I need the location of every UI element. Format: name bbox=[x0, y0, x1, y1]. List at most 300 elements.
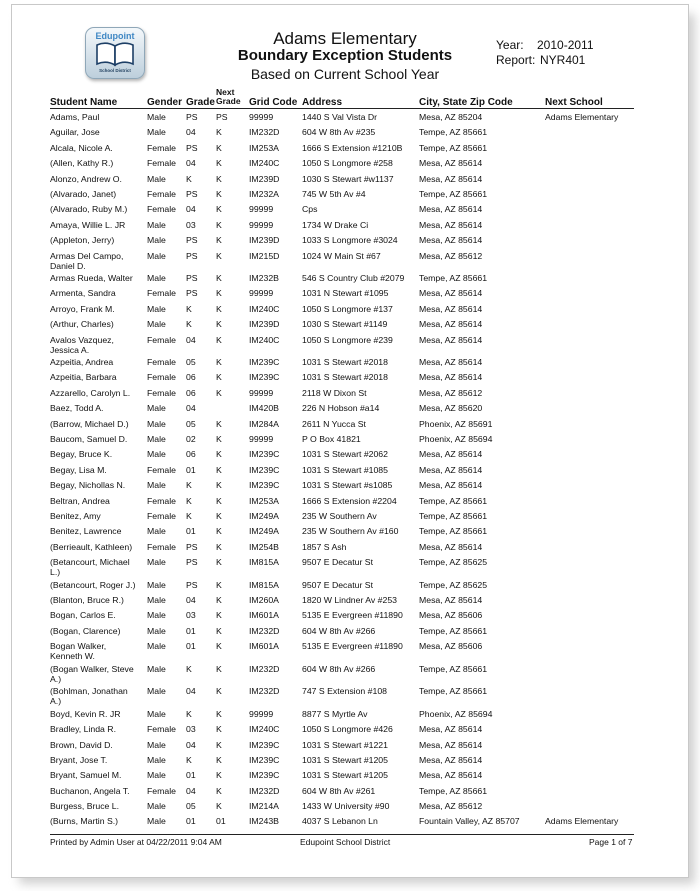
cell-address: 1734 W Drake Ci bbox=[302, 219, 369, 230]
cell-student-name: Begay, Lisa M. bbox=[50, 464, 107, 475]
col-grade: Grade bbox=[186, 97, 215, 108]
cell-grade: 06 bbox=[186, 449, 196, 460]
school-name: Adams Elementary bbox=[273, 29, 417, 48]
col-next-grade-line1: Next bbox=[216, 87, 235, 97]
cell-grid-code: IM215D bbox=[249, 250, 280, 261]
cell-next-grade: K bbox=[216, 724, 222, 735]
cell-city-state-zip: Tempe, AZ 85661 bbox=[419, 495, 488, 506]
cell-gender: Male bbox=[147, 235, 166, 246]
cell-student-name: Azpeitia, Andrea bbox=[50, 357, 114, 368]
cell-gender: Male bbox=[147, 801, 166, 812]
cell-address: 1031 S Stewart #1205 bbox=[302, 754, 388, 765]
cell-next-grade: K bbox=[216, 142, 222, 153]
cell-gender: Female bbox=[147, 357, 176, 368]
cell-grid-code: IM249A bbox=[249, 526, 279, 537]
cell-gender: Female bbox=[147, 204, 176, 215]
cell-student-name: Buchanon, Angela T. bbox=[50, 785, 130, 796]
col-next-grade-line2: Grade bbox=[216, 96, 241, 106]
cell-next-school: Adams Elementary bbox=[545, 112, 619, 122]
cell-city-state-zip: Phoenix, AZ 85694 bbox=[419, 708, 493, 719]
cell-address: P O Box 41821 bbox=[302, 434, 361, 445]
table-row bbox=[12, 418, 688, 433]
cell-grid-code: IM240C bbox=[249, 158, 280, 169]
cell-address: 604 W 8th Av #266 bbox=[302, 663, 376, 674]
cell-grid-code: 99999 bbox=[249, 112, 274, 122]
cell-grade: 05 bbox=[186, 801, 196, 812]
cell-gender: Male bbox=[147, 816, 166, 827]
table-row bbox=[12, 250, 688, 273]
cell-address: 1031 S Stewart #1221 bbox=[302, 739, 388, 750]
cell-grid-code: IM239D bbox=[249, 235, 280, 246]
cell-student-name: (Bohlman, Jonathan A.) bbox=[50, 686, 128, 707]
cell-grid-code: IM260A bbox=[249, 595, 279, 606]
table-row bbox=[12, 126, 688, 141]
cell-student-name: Aguilar, Jose bbox=[50, 127, 100, 138]
cell-next-grade: K bbox=[216, 288, 222, 299]
cell-city-state-zip: Mesa, AZ 85614 bbox=[419, 288, 483, 299]
cell-student-name: (Bogan Walker, Steve A.) bbox=[50, 663, 134, 684]
cell-student-name: Benitez, Lawrence bbox=[50, 526, 122, 537]
cell-grid-code: IM601A bbox=[249, 641, 279, 652]
table-row bbox=[12, 495, 688, 510]
cell-gender: Male bbox=[147, 449, 166, 460]
cell-student-name: Armas Rueda, Walter bbox=[50, 273, 133, 284]
cell-city-state-zip: Phoenix, AZ 85694 bbox=[419, 434, 493, 445]
cell-next-grade: K bbox=[216, 418, 222, 429]
cell-student-name: Azpeitia, Barbara bbox=[50, 372, 117, 383]
cell-address: 1024 W Main St #67 bbox=[302, 250, 381, 261]
cell-grade: K bbox=[186, 303, 192, 314]
cell-city-state-zip: Tempe, AZ 85661 bbox=[419, 127, 488, 138]
cell-grade: 01 bbox=[186, 816, 196, 827]
cell-city-state-zip: Mesa, AZ 85614 bbox=[419, 357, 483, 368]
cell-next-grade: 01 bbox=[216, 816, 226, 827]
cell-grid-code: IM239C bbox=[249, 480, 280, 491]
report-page bbox=[11, 4, 689, 878]
cell-grade: PS bbox=[186, 557, 198, 568]
cell-grid-code: 99999 bbox=[249, 387, 274, 398]
cell-address: 1050 S Longmore #426 bbox=[302, 724, 393, 735]
cell-grid-code: IM239D bbox=[249, 173, 280, 184]
cell-grid-code: IM240C bbox=[249, 334, 280, 345]
table-row bbox=[12, 541, 688, 556]
cell-grade: K bbox=[186, 495, 192, 506]
cell-grade: PS bbox=[186, 579, 198, 590]
cell-grade: K bbox=[186, 510, 192, 521]
cell-address: 1050 S Longmore #258 bbox=[302, 158, 393, 169]
cell-city-state-zip: Mesa, AZ 85614 bbox=[419, 595, 483, 606]
table-row bbox=[12, 287, 688, 302]
cell-next-grade: K bbox=[216, 510, 222, 521]
table-row bbox=[12, 594, 688, 609]
cell-grid-code: IM284A bbox=[249, 418, 279, 429]
cell-address: 546 S Country Club #2079 bbox=[302, 273, 405, 284]
table-row bbox=[12, 219, 688, 234]
cell-address: 604 W 8th Av #235 bbox=[302, 127, 376, 138]
cell-grid-code: IM239C bbox=[249, 372, 280, 383]
cell-student-name: Benitez, Amy bbox=[50, 510, 101, 521]
cell-grade: PS bbox=[186, 142, 198, 153]
cell-gender: Male bbox=[147, 219, 166, 230]
cell-address: 4037 S Lebanon Ln bbox=[302, 816, 378, 827]
year-value: 2010-2011 bbox=[537, 38, 594, 52]
cell-address: 604 W 8th Av #266 bbox=[302, 625, 376, 636]
cell-next-grade: K bbox=[216, 801, 222, 812]
cell-gender: Female bbox=[147, 334, 176, 345]
cell-next-grade: PS bbox=[216, 112, 228, 122]
cell-gender: Male bbox=[147, 526, 166, 537]
cell-student-name: Begay, Bruce K. bbox=[50, 449, 113, 460]
cell-next-grade: K bbox=[216, 273, 222, 284]
cell-city-state-zip: Mesa, AZ 85614 bbox=[419, 204, 483, 215]
cell-next-school: Adams Elementary bbox=[545, 816, 619, 827]
cell-next-grade: K bbox=[216, 127, 222, 138]
table-row bbox=[12, 663, 688, 686]
cell-grid-code: IM254B bbox=[249, 541, 279, 552]
cell-next-grade: K bbox=[216, 219, 222, 230]
table-row bbox=[12, 334, 688, 357]
cell-address: 5135 E Evergreen #11890 bbox=[302, 610, 403, 621]
footer-rule bbox=[50, 834, 634, 835]
cell-student-name: Baez, Todd A. bbox=[50, 403, 104, 414]
cell-student-name: (Blanton, Bruce R.) bbox=[50, 595, 124, 606]
table-row bbox=[12, 272, 688, 287]
report-code: NYR401 bbox=[540, 53, 586, 67]
cell-grid-code: IM232A bbox=[249, 188, 279, 199]
cell-gender: Female bbox=[147, 464, 176, 475]
cell-gender: Male bbox=[147, 173, 166, 184]
cell-address: 604 W 8th Av #261 bbox=[302, 785, 376, 796]
cell-gender: Female bbox=[147, 142, 176, 153]
cell-grade: K bbox=[186, 754, 192, 765]
table-row bbox=[12, 464, 688, 479]
cell-grade: 06 bbox=[186, 387, 196, 398]
cell-grid-code: 99999 bbox=[249, 204, 274, 215]
cell-grade: 03 bbox=[186, 724, 196, 735]
cell-grid-code: IM232D bbox=[249, 127, 280, 138]
cell-address: 226 N Hobson #a14 bbox=[302, 403, 380, 414]
cell-next-grade: K bbox=[216, 480, 222, 491]
table-row bbox=[12, 769, 688, 784]
cell-student-name: (Arthur, Charles) bbox=[50, 319, 114, 330]
cell-grid-code: 99999 bbox=[249, 434, 274, 445]
cell-address: 1031 S Stewart #s1085 bbox=[302, 480, 393, 491]
table-row bbox=[12, 387, 688, 402]
cell-city-state-zip: Mesa, AZ 85614 bbox=[419, 770, 483, 781]
cell-next-grade: K bbox=[216, 188, 222, 199]
cell-student-name: Bryant, Jose T. bbox=[50, 754, 108, 765]
cell-grid-code: IM240C bbox=[249, 724, 280, 735]
cell-student-name: (Allen, Kathy R.) bbox=[50, 158, 114, 169]
cell-student-name: (Bogan, Clarence) bbox=[50, 625, 121, 636]
table-row bbox=[12, 510, 688, 525]
cell-address: 1031 S Stewart #1085 bbox=[302, 464, 388, 475]
cell-next-grade: K bbox=[216, 319, 222, 330]
cell-next-grade: K bbox=[216, 372, 222, 383]
cell-grade: 03 bbox=[186, 219, 196, 230]
cell-grade: 01 bbox=[186, 770, 196, 781]
student-table bbox=[12, 111, 688, 831]
cell-gender: Male bbox=[147, 403, 166, 414]
logo-subtitle: School District bbox=[99, 68, 131, 73]
cell-city-state-zip: Mesa, AZ 85614 bbox=[419, 739, 483, 750]
cell-student-name: Beltran, Andrea bbox=[50, 495, 110, 506]
cell-grade: 04 bbox=[186, 127, 196, 138]
table-row bbox=[12, 111, 688, 126]
cell-gender: Male bbox=[147, 557, 166, 568]
cell-address: 2611 N Yucca St bbox=[302, 418, 366, 429]
cell-city-state-zip: Mesa, AZ 85612 bbox=[419, 250, 483, 261]
cell-gender: Male bbox=[147, 754, 166, 765]
table-row bbox=[12, 234, 688, 249]
cell-grid-code: IM232D bbox=[249, 686, 280, 697]
cell-grid-code: IM240C bbox=[249, 303, 280, 314]
cell-student-name: Alcala, Nicole A. bbox=[50, 142, 113, 153]
cell-city-state-zip: Tempe, AZ 85661 bbox=[419, 526, 488, 537]
cell-grade: 06 bbox=[186, 372, 196, 383]
cell-student-name: (Berrieault, Kathleen) bbox=[50, 541, 133, 552]
cell-grid-code: IM239D bbox=[249, 319, 280, 330]
cell-city-state-zip: Mesa, AZ 85614 bbox=[419, 449, 483, 460]
cell-grade: 03 bbox=[186, 610, 196, 621]
cell-gender: Male bbox=[147, 739, 166, 750]
cell-gender: Male bbox=[147, 595, 166, 606]
cell-grid-code: 99999 bbox=[249, 288, 274, 299]
cell-grade: PS bbox=[186, 273, 198, 284]
cell-city-state-zip: Mesa, AZ 85614 bbox=[419, 372, 483, 383]
cell-student-name: Burgess, Bruce L. bbox=[50, 801, 120, 812]
cell-grid-code: 99999 bbox=[249, 219, 274, 230]
cell-student-name: (Alvarado, Janet) bbox=[50, 188, 117, 199]
cell-next-grade: K bbox=[216, 557, 222, 568]
table-row bbox=[12, 356, 688, 371]
cell-grade: 04 bbox=[186, 334, 196, 345]
cell-student-name: (Alvarado, Ruby M.) bbox=[50, 204, 128, 215]
printed-by: Printed by Admin User at 04/22/2011 9:04 AM bbox=[50, 837, 222, 847]
cell-grid-code: IM232D bbox=[249, 625, 280, 636]
cell-address: Cps bbox=[302, 204, 318, 215]
cell-gender: Female bbox=[147, 288, 176, 299]
cell-grade: 01 bbox=[186, 625, 196, 636]
cell-address: 1666 S Extension #1210B bbox=[302, 142, 403, 153]
cell-address: 745 W 5th Av #4 bbox=[302, 188, 366, 199]
report-title: Boundary Exception Students bbox=[237, 47, 453, 64]
cell-city-state-zip: Mesa, AZ 85204 bbox=[419, 112, 483, 122]
col-student-name: Student Name bbox=[50, 97, 118, 108]
cell-next-grade: K bbox=[216, 610, 222, 621]
cell-grid-code: IM249A bbox=[249, 510, 279, 521]
cell-gender: Male bbox=[147, 625, 166, 636]
cell-address: 1433 W University #90 bbox=[302, 801, 390, 812]
cell-city-state-zip: Mesa, AZ 85606 bbox=[419, 641, 483, 652]
table-row bbox=[12, 173, 688, 188]
cell-grade: K bbox=[186, 319, 192, 330]
cell-grade: 04 bbox=[186, 204, 196, 215]
cell-student-name: (Appleton, Jerry) bbox=[50, 235, 115, 246]
cell-gender: Male bbox=[147, 273, 166, 284]
cell-city-state-zip: Tempe, AZ 85661 bbox=[419, 142, 488, 153]
cell-grid-code: IM253A bbox=[249, 495, 279, 506]
table-row bbox=[12, 815, 688, 830]
cell-grade: K bbox=[186, 173, 192, 184]
cell-gender: Female bbox=[147, 372, 176, 383]
cell-gender: Male bbox=[147, 303, 166, 314]
cell-grade: 04 bbox=[186, 686, 196, 697]
cell-next-grade: K bbox=[216, 434, 222, 445]
cell-next-grade: K bbox=[216, 770, 222, 781]
cell-city-state-zip: Mesa, AZ 85614 bbox=[419, 235, 483, 246]
cell-grade: 05 bbox=[186, 357, 196, 368]
cell-gender: Male bbox=[147, 127, 166, 138]
cell-gender: Female bbox=[147, 495, 176, 506]
cell-gender: Male bbox=[147, 641, 166, 652]
cell-city-state-zip: Mesa, AZ 85606 bbox=[419, 610, 483, 621]
cell-next-grade: K bbox=[216, 541, 222, 552]
cell-grade: 01 bbox=[186, 464, 196, 475]
cell-address: 1031 S Stewart #2018 bbox=[302, 357, 388, 368]
cell-city-state-zip: Mesa, AZ 85614 bbox=[419, 754, 483, 765]
cell-next-grade: K bbox=[216, 495, 222, 506]
cell-grade: K bbox=[186, 663, 192, 674]
cell-student-name: (Betancourt, Roger J.) bbox=[50, 579, 136, 590]
table-row bbox=[12, 579, 688, 594]
table-row bbox=[12, 525, 688, 540]
cell-city-state-zip: Tempe, AZ 85661 bbox=[419, 510, 488, 521]
table-row bbox=[12, 479, 688, 494]
table-row bbox=[12, 371, 688, 386]
table-row bbox=[12, 318, 688, 333]
cell-city-state-zip: Mesa, AZ 85614 bbox=[419, 464, 483, 475]
cell-student-name: Bradley, Linda R. bbox=[50, 724, 116, 735]
cell-grade: PS bbox=[186, 235, 198, 246]
cell-grid-code: IM815A bbox=[249, 579, 279, 590]
cell-city-state-zip: Mesa, AZ 85614 bbox=[419, 173, 483, 184]
cell-gender: Male bbox=[147, 708, 166, 719]
cell-grid-code: IM232B bbox=[249, 273, 279, 284]
cell-next-grade: K bbox=[216, 204, 222, 215]
cell-gender: Female bbox=[147, 785, 176, 796]
cell-next-grade: K bbox=[216, 526, 222, 537]
cell-gender: Female bbox=[147, 158, 176, 169]
cell-gender: Female bbox=[147, 387, 176, 398]
cell-city-state-zip: Phoenix, AZ 85691 bbox=[419, 418, 493, 429]
cell-city-state-zip: Tempe, AZ 85661 bbox=[419, 273, 488, 284]
cell-grid-code: IM239C bbox=[249, 357, 280, 368]
cell-address: 1031 N Stewart #1095 bbox=[302, 288, 389, 299]
cell-next-grade: K bbox=[216, 334, 222, 345]
cell-grade: 04 bbox=[186, 158, 196, 169]
table-row bbox=[12, 685, 688, 708]
cell-next-grade: K bbox=[216, 158, 222, 169]
cell-gender: Male bbox=[147, 418, 166, 429]
cell-city-state-zip: Tempe, AZ 85625 bbox=[419, 579, 488, 590]
cell-grid-code: IM243B bbox=[249, 816, 279, 827]
table-row bbox=[12, 785, 688, 800]
cell-student-name: Adams, Paul bbox=[50, 112, 100, 122]
cell-next-grade: K bbox=[216, 579, 222, 590]
cell-address: 1440 S Val Vista Dr bbox=[302, 112, 378, 122]
cell-next-grade: K bbox=[216, 595, 222, 606]
cell-city-state-zip: Mesa, AZ 85614 bbox=[419, 158, 483, 169]
cell-gender: Male bbox=[147, 250, 166, 261]
cell-gender: Male bbox=[147, 434, 166, 445]
cell-next-grade: K bbox=[216, 357, 222, 368]
cell-city-state-zip: Tempe, AZ 85661 bbox=[419, 686, 488, 697]
cell-grid-code: IM239C bbox=[249, 770, 280, 781]
cell-grid-code: IM815A bbox=[249, 557, 279, 568]
cell-next-grade: K bbox=[216, 235, 222, 246]
cell-next-grade: K bbox=[216, 785, 222, 796]
cell-address: 1030 S Stewart #w1137 bbox=[302, 173, 394, 184]
cell-address: 1030 S Stewart #1149 bbox=[302, 319, 388, 330]
table-row bbox=[12, 625, 688, 640]
table-row bbox=[12, 188, 688, 203]
cell-address: 1031 S Stewart #1205 bbox=[302, 770, 388, 781]
district-name: Edupoint School District bbox=[300, 837, 391, 847]
col-city-state-zip: City, State Zip Code bbox=[419, 97, 513, 108]
cell-address: 1031 S Stewart #2018 bbox=[302, 372, 388, 383]
cell-grade: PS bbox=[186, 188, 198, 199]
year-label: Year: bbox=[496, 38, 524, 52]
table-row bbox=[12, 157, 688, 172]
cell-address: 235 W Southern Av bbox=[302, 510, 377, 521]
cell-grid-code: IM239C bbox=[249, 739, 280, 750]
cell-grade: 01 bbox=[186, 641, 196, 652]
cell-grid-code: IM239C bbox=[249, 449, 280, 460]
cell-address: 1033 S Longmore #3024 bbox=[302, 235, 398, 246]
cell-grade: PS bbox=[186, 250, 198, 261]
cell-city-state-zip: Mesa, AZ 85614 bbox=[419, 219, 483, 230]
edupoint-logo bbox=[85, 27, 145, 79]
cell-next-grade: K bbox=[216, 303, 222, 314]
table-row bbox=[12, 433, 688, 448]
cell-gender: Male bbox=[147, 610, 166, 621]
cell-grid-code: IM239C bbox=[249, 464, 280, 475]
report-subtitle: Based on Current School Year bbox=[250, 66, 440, 82]
cell-grade: 04 bbox=[186, 403, 196, 414]
table-row bbox=[12, 754, 688, 769]
cell-student-name: (Barrow, Michael D.) bbox=[50, 418, 129, 429]
cell-next-grade: K bbox=[216, 387, 222, 398]
cell-city-state-zip: Tempe, AZ 85661 bbox=[419, 663, 488, 674]
cell-gender: Male bbox=[147, 686, 166, 697]
cell-student-name: Armas Del Campo, Daniel D. bbox=[50, 250, 124, 271]
cell-grid-code: 99999 bbox=[249, 708, 274, 719]
cell-next-grade: K bbox=[216, 625, 222, 636]
cell-grade: PS bbox=[186, 112, 198, 122]
cell-grid-code: IM232D bbox=[249, 663, 280, 674]
cell-grade: K bbox=[186, 480, 192, 491]
header-rule bbox=[50, 108, 634, 109]
cell-grid-code: IM420B bbox=[249, 403, 279, 414]
cell-address: 5135 E Evergreen #11890 bbox=[302, 641, 403, 652]
cell-next-grade: K bbox=[216, 663, 222, 674]
cell-student-name: Bogan Walker, Kenneth W. bbox=[50, 641, 107, 662]
cell-gender: Female bbox=[147, 724, 176, 735]
cell-next-grade: K bbox=[216, 250, 222, 261]
cell-grade: 04 bbox=[186, 785, 196, 796]
cell-next-grade: K bbox=[216, 641, 222, 652]
book-icon bbox=[95, 41, 135, 67]
cell-address: 1031 S Stewart #2062 bbox=[302, 449, 388, 460]
cell-city-state-zip: Tempe, AZ 85661 bbox=[419, 625, 488, 636]
cell-student-name: Arroyo, Frank M. bbox=[50, 303, 115, 314]
cell-next-grade: K bbox=[216, 754, 222, 765]
cell-gender: Male bbox=[147, 319, 166, 330]
cell-city-state-zip: Mesa, AZ 85614 bbox=[419, 480, 483, 491]
cell-city-state-zip: Mesa, AZ 85612 bbox=[419, 801, 483, 812]
cell-grade: K bbox=[186, 708, 192, 719]
